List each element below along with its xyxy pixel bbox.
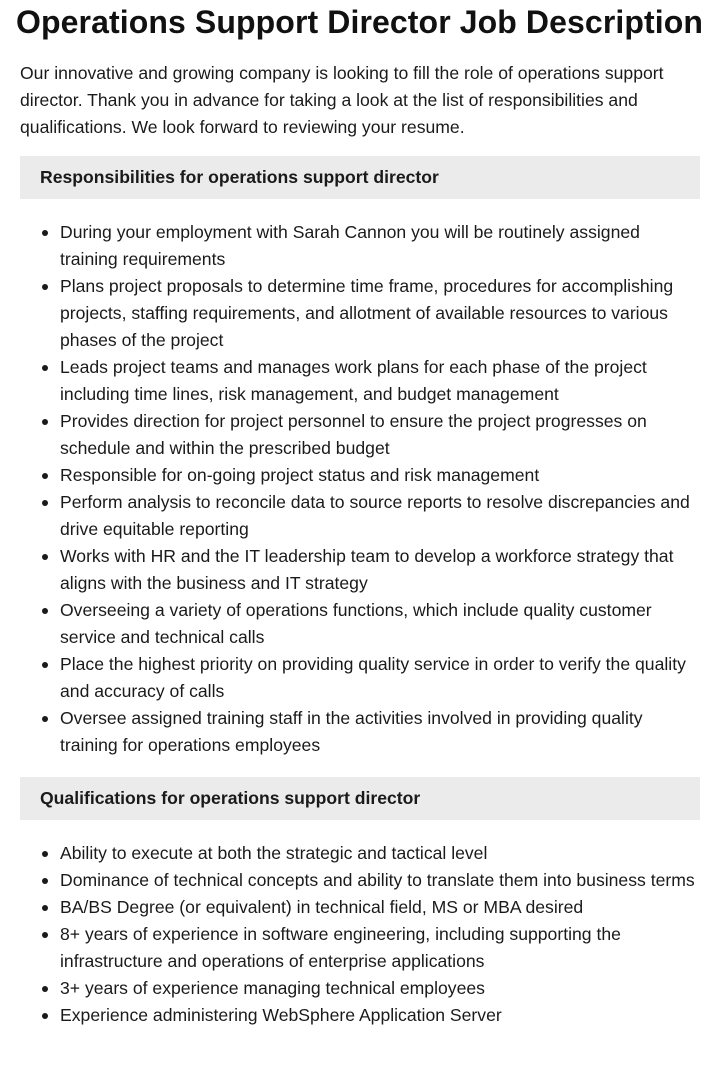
list-item-text: Leads project teams and manages work plans for each phase of the project including time lines, risk management, and budget management bbox=[60, 357, 647, 404]
list-item bbox=[20, 543, 700, 597]
list-item-text: 3+ years of experience managing technical employees bbox=[60, 978, 485, 998]
bullet-icon bbox=[42, 905, 48, 911]
list-item-text: Responsible for on-going project status and risk management bbox=[60, 465, 540, 485]
bullet-icon bbox=[42, 932, 48, 938]
list-item bbox=[20, 489, 700, 543]
list-item-text: Plans project proposals to determine time frame, procedures for accomplishing projects, staffing requirements, and allotment of available resources to various phases of the project bbox=[60, 276, 674, 350]
bullet-icon bbox=[42, 716, 48, 722]
list-item bbox=[20, 975, 700, 1002]
bullet-icon bbox=[42, 554, 48, 560]
bullet-icon bbox=[42, 878, 48, 884]
list-item bbox=[20, 921, 700, 975]
list-item-text: Ability to execute at both the strategic and tactical level bbox=[60, 843, 488, 863]
bullet-icon bbox=[42, 1013, 48, 1019]
list-item-text: Works with HR and the IT leadership team to develop a workforce strategy that aligns with the business and IT strategy bbox=[60, 546, 674, 593]
bullet-icon bbox=[42, 419, 48, 425]
list-item-text: Place the highest priority on providing quality service in order to verify the quality and accuracy of calls bbox=[60, 654, 686, 701]
list-item bbox=[20, 273, 700, 354]
responsibilities-heading: Responsibilities for operations support director bbox=[20, 156, 700, 199]
list-item-text: BA/BS Degree (or equivalent) in technical field, MS or MBA desired bbox=[60, 897, 584, 917]
list-item bbox=[20, 705, 700, 759]
list-item bbox=[20, 408, 700, 462]
bullet-icon bbox=[42, 230, 48, 236]
list-item-text: During your employment with Sarah Cannon you will be routinely assigned training requirements bbox=[60, 222, 640, 269]
list-item-text: Experience administering WebSphere Application Server bbox=[60, 1005, 502, 1025]
list-item bbox=[20, 867, 700, 894]
list-item-text: 8+ years of experience in software engineering, including supporting the infrastructure and operations of enterprise applications bbox=[60, 924, 621, 971]
bullet-icon bbox=[42, 365, 48, 371]
bullet-icon bbox=[42, 986, 48, 992]
bullet-icon bbox=[42, 662, 48, 668]
bullet-icon bbox=[42, 608, 48, 614]
list-item bbox=[20, 219, 700, 273]
list-item bbox=[20, 462, 700, 489]
intro-paragraph: Our innovative and growing company is looking to fill the role of operations support director. Thank you in advance for taking a look at the list of responsibilities and qualifications. We look forward to reviewing your resume. bbox=[20, 63, 664, 137]
list-item-text: Overseeing a variety of operations functions, which include quality customer service and technical calls bbox=[60, 600, 652, 647]
list-item bbox=[20, 354, 700, 408]
list-item bbox=[20, 840, 700, 867]
list-item bbox=[20, 894, 700, 921]
qualifications-heading: Qualifications for operations support director bbox=[20, 777, 700, 820]
bullet-icon bbox=[42, 851, 48, 857]
responsibilities-list bbox=[20, 219, 700, 759]
bullet-icon bbox=[42, 473, 48, 479]
page-title: Operations Support Director Job Description bbox=[16, 4, 704, 40]
bullet-icon bbox=[42, 500, 48, 506]
list-item bbox=[20, 651, 700, 705]
list-item bbox=[20, 597, 700, 651]
qualifications-list bbox=[20, 840, 700, 1029]
list-item-text: Oversee assigned training staff in the activities involved in providing quality training for operations employees bbox=[60, 708, 643, 755]
list-item-text: Perform analysis to reconcile data to source reports to resolve discrepancies and drive equitable reporting bbox=[60, 492, 690, 539]
list-item-text: Dominance of technical concepts and ability to translate them into business terms bbox=[60, 870, 695, 890]
list-item-text: Provides direction for project personnel to ensure the project progresses on schedule and within the prescribed budget bbox=[60, 411, 647, 458]
list-item bbox=[20, 1002, 700, 1029]
bullet-icon bbox=[42, 284, 48, 290]
